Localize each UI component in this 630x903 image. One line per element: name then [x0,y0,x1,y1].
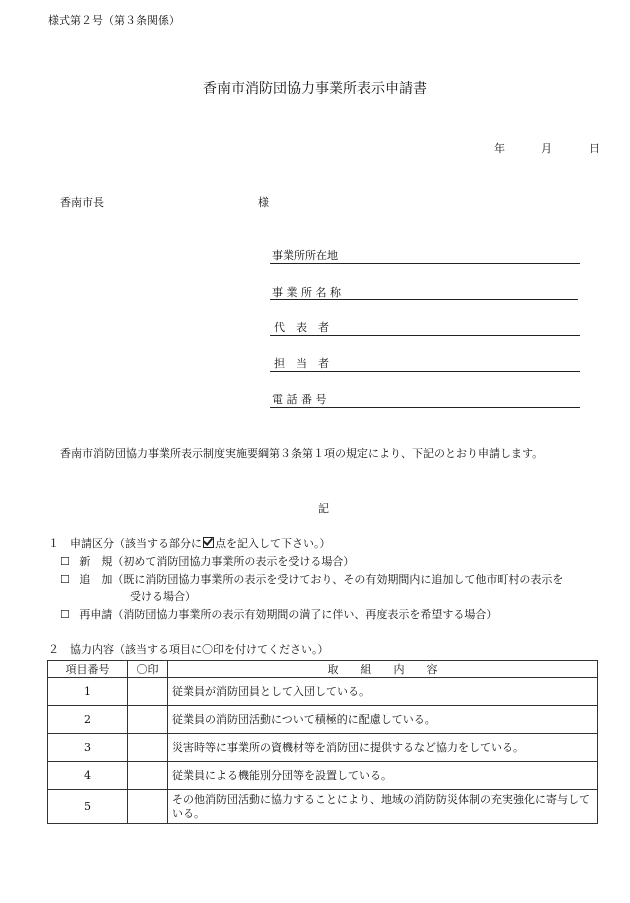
checkbox-icon[interactable]: ☐ [60,573,70,586]
option-reapply[interactable] [60,608,497,622]
field-underline [270,371,580,372]
field-underline [270,263,580,264]
option-new[interactable] [60,555,354,569]
item-number: 5 [48,790,128,824]
field-label: 代 表 者 [274,321,329,334]
section2-heading: ２ 協力内容（該当する項目に〇印を付けてください。） [48,643,329,656]
column-header-item-number: 項目番号 [48,661,128,678]
option-label: 追 加 [79,573,113,586]
field-underline [270,407,580,408]
option-description: （初めて消防団協力事業所の表示を受ける場合） [112,555,355,568]
mark-cell[interactable] [128,734,168,762]
option-additional[interactable] [60,573,563,587]
option-description: （既に消防団協力事業所の表示を受けており、その有効期間内に追加して他市町村の表示を [112,573,564,586]
section1-heading: １ 申請区分（該当する部分に 点を記入して下さい。） [48,537,331,550]
mark-cell[interactable] [128,790,168,824]
date-year-label: 年 [494,142,505,155]
field-label: 電 話 番 号 [272,393,327,406]
item-description: 従業員が消防団員として入団している。 [168,678,598,706]
application-statement: 香南市消防団協力事業所表示制度実施要綱第３条第１項の規定により、下記のとおり申請します。 [60,447,544,460]
mark-cell[interactable] [128,678,168,706]
checkbox-icon[interactable]: ☐ [60,608,70,621]
checkbox-icon[interactable]: ☐ [60,555,70,568]
table-row [48,734,598,762]
item-number: 2 [48,706,128,734]
table-row [48,706,598,734]
item-number: 4 [48,762,128,790]
item-description: その他消防団活動に協力することにより、地域の消防防災体制の充実強化に寄与している。 [168,790,598,824]
field-label: 事業所所在地 [272,249,338,262]
mark-cell[interactable] [128,762,168,790]
date-month-label: 月 [541,142,552,155]
table-row [48,762,598,790]
page-title: 香南市消防団協力事業所表示申請書 [203,81,427,97]
field-label: 事 業 所 名 称 [272,286,341,299]
addressee-honorific: 様 [258,196,269,209]
field-label: 担 当 者 [274,357,329,370]
column-header-mark: 〇印 [128,661,168,678]
item-description: 従業員の消防団活動について積極的に配慮している。 [168,706,598,734]
option-description: （消防団協力事業所の表示有効期間の満了に伴い、再度表示を希望する場合） [112,608,498,621]
option-label: 再申請 [79,608,113,621]
date-day-label: 日 [589,142,600,155]
addressee-name: 香南市長 [60,196,104,209]
item-number: 1 [48,678,128,706]
item-description: 従業員による機能別分団等を設置している。 [168,762,598,790]
table-row [48,678,598,706]
field-underline [270,335,580,336]
ki-heading: 記 [318,502,329,515]
item-number: 3 [48,734,128,762]
item-description: 災害時等に事業所の資機材等を消防団に提供するなど協力をしている。 [168,734,598,762]
field-underline [270,299,578,300]
option-label: 新 規 [79,555,113,568]
form-number: 様式第２号（第３条関係） [48,14,180,27]
mark-cell[interactable] [128,706,168,734]
table-header-row [48,661,598,678]
cooperation-table [47,660,598,824]
checkmark-box-icon [203,537,214,548]
column-header-content: 取 組 内 容 [168,661,598,678]
option-description-continued: 受ける場合） [130,590,196,603]
table-row [48,790,598,824]
